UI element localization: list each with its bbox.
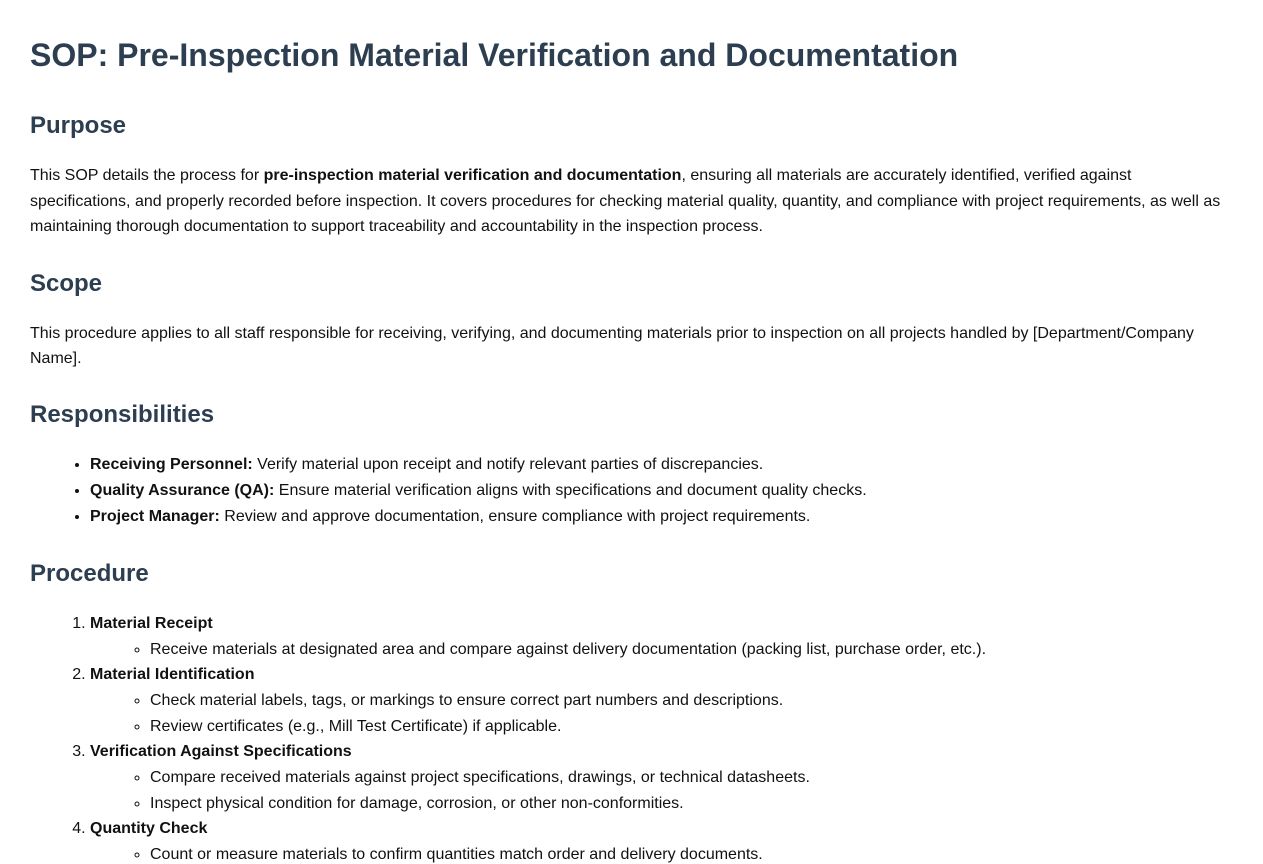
responsibilities-heading: Responsibilities <box>30 400 215 428</box>
scope-paragraph: This procedure applies to all staff responsible for receiving, verifying, and documenting materials prior to inspection on all projects handled by [Department/Company Name]. <box>30 324 1194 367</box>
procedure-list <box>30 611 1233 864</box>
responsibility-item <box>90 478 1233 504</box>
responsibility-desc: Verify material upon receipt and notify relevant parties of discrepancies. <box>252 455 764 473</box>
procedure-step-title: Quantity Check <box>90 820 208 838</box>
procedure-step-title: Material Receipt <box>90 614 213 632</box>
procedure-substep: ◦ Compare received materials against project specifications, drawings, or technical datasheets. <box>150 765 1233 791</box>
procedure-substeps <box>90 765 1233 816</box>
purpose-paragraph <box>30 163 1233 240</box>
responsibility-desc: Review and approve documentation, ensure compliance with project requirements. <box>219 507 811 525</box>
procedure-substep: ◦ Check material labels, tags, or markings to ensure correct part numbers and descriptions. <box>150 688 1233 714</box>
procedure-step <box>90 611 1233 663</box>
procedure-substeps <box>90 637 1233 663</box>
procedure-step <box>90 739 1233 816</box>
procedure-substep: ◦ Review certificates (e.g., Mill Test Certificate) if applicable. <box>150 714 1233 740</box>
purpose-heading: Purpose <box>30 112 127 139</box>
responsibility-desc: Ensure material verification aligns with specifications and document quality checks. <box>274 481 867 499</box>
procedure-substep: ◦ Count or measure materials to confirm quantities match order and delivery documents. <box>150 842 1233 864</box>
scope-heading: Scope <box>30 269 103 297</box>
procedure-substep: ◦ Inspect physical condition for damage, corrosion, or other non-conformities. <box>150 791 1233 817</box>
procedure-heading: Procedure <box>30 559 149 587</box>
responsibility-role: Receiving Personnel: <box>90 455 253 473</box>
page-title: SOP: Pre-Inspection Material Verification and Documentation <box>30 37 959 73</box>
procedure-substep: ◦ Receive materials at designated area and compare against delivery documentation (packing list, purchase order, etc.). <box>150 637 1233 663</box>
responsibility-item <box>90 504 1233 530</box>
procedure-step <box>90 816 1233 864</box>
procedure-step-title: Material Identification <box>90 666 255 684</box>
procedure-substeps <box>90 688 1233 739</box>
purpose-text-bold: pre-inspection material verification and documentation <box>263 167 682 184</box>
procedure-substeps <box>90 842 1233 864</box>
responsibilities-list <box>30 452 1233 530</box>
responsibility-role: Project Manager: <box>90 507 220 525</box>
procedure-step <box>90 662 1233 739</box>
responsibility-item <box>90 452 1233 478</box>
responsibility-role: Quality Assurance (QA): <box>90 481 275 499</box>
purpose-text-start: This SOP details the process for <box>30 167 264 184</box>
procedure-step-title: Verification Against Specifications <box>90 743 352 761</box>
purpose-text-end: , ensuring all materials are accurately identified, verified against specifications, and properly recorded before inspection. It covers procedures for checking material quality, quantity, and compliance with project requirements, as well as maintaining thorough documentation to support traceability and accountability in the inspection process. <box>30 167 1221 235</box>
